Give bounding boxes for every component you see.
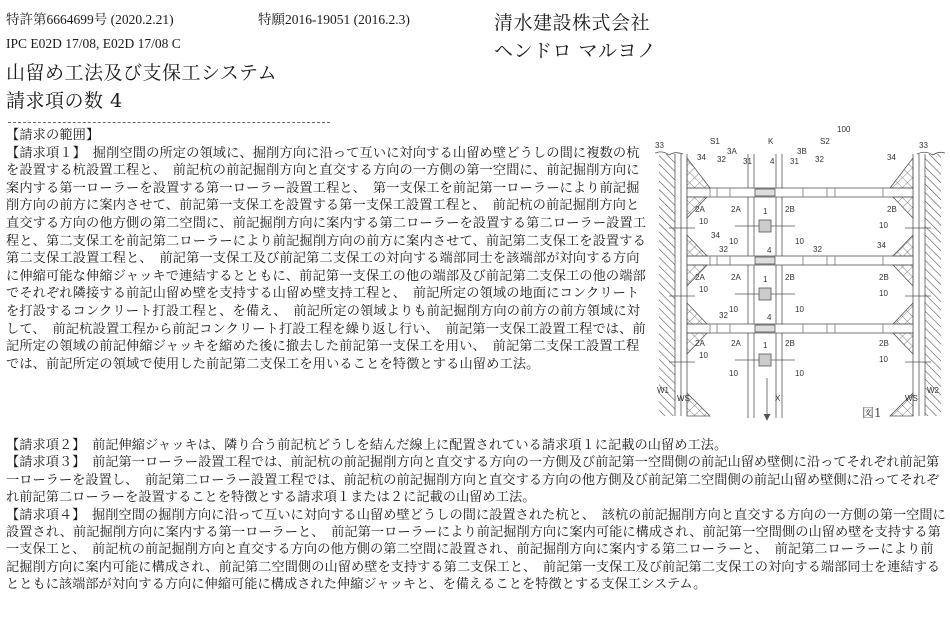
svg-text:10: 10 xyxy=(795,369,804,378)
svg-text:34: 34 xyxy=(711,231,720,240)
claim-2 xyxy=(6,437,946,454)
svg-text:34: 34 xyxy=(697,153,706,162)
svg-text:2A: 2A xyxy=(695,205,705,214)
svg-text:W1: W1 xyxy=(657,386,669,395)
svg-text:31: 31 xyxy=(743,157,752,166)
svg-text:10: 10 xyxy=(879,289,888,298)
svg-text:3B: 3B xyxy=(797,147,807,156)
claim-count: 請求項の数 4 xyxy=(6,90,123,112)
svg-text:4: 4 xyxy=(767,246,772,255)
patent-figure-drawing xyxy=(655,118,945,423)
svg-text:1: 1 xyxy=(763,207,768,216)
svg-text:100: 100 xyxy=(837,125,851,134)
svg-text:34: 34 xyxy=(887,153,896,162)
claim-4 xyxy=(6,507,946,594)
svg-text:2B: 2B xyxy=(879,339,889,348)
claim-4-label: 【請求項４】 xyxy=(6,507,79,523)
svg-text:33: 33 xyxy=(919,141,928,150)
svg-text:10: 10 xyxy=(879,221,888,230)
svg-text:1: 1 xyxy=(763,341,768,350)
svg-text:W2: W2 xyxy=(927,386,939,395)
claim-3-label: 【請求項３】 xyxy=(6,455,79,471)
svg-text:S1: S1 xyxy=(710,137,720,146)
ipc-classification: IPC E02D 17/08, E02D 17/08 C xyxy=(6,36,181,51)
svg-text:10: 10 xyxy=(699,351,708,360)
svg-text:2B: 2B xyxy=(887,205,897,214)
svg-text:WS: WS xyxy=(677,394,690,403)
svg-text:10: 10 xyxy=(795,237,804,246)
claim-2-label: 【請求項２】 xyxy=(6,438,79,453)
svg-text:10: 10 xyxy=(729,305,738,314)
claim-4-text: 掘削空間の掘削方向に沿って互いに対向する山留め壁どうしの間に設置された杭と、 該杭の前記掘削方向と直交する方向の一方側の第一空間に設置され、前記掘削方向に案内する第一ローラーと、 前記第一ローラーにより前記掘削方向に案内可能に構成され、前記第一空間側の山留め壁を支持する第一支保工と、 前記杭の前記掘削方向と直交する方向の他方側の第二空間に設置され、前記掘削方向に案内する第二ローラーと、 前記第二ローラーにより前記掘削方向に案内可能に構成され、前記第二空間側の山留め壁を支持する第二支保工と、 前記第一支保工及び前記第二支保工の対向する端部同士を連結するとともに該端部が対向する方向に伸縮可能に構成された伸縮ジャッキと、を備えることを特徴とする支保工システム。 xyxy=(6,507,946,593)
claim-3 xyxy=(6,454,946,506)
svg-text:2A: 2A xyxy=(695,339,705,348)
inventor-name: ヘンドロ マルヨノ xyxy=(494,40,657,62)
svg-text:3A: 3A xyxy=(727,147,737,156)
svg-text:31: 31 xyxy=(790,157,799,166)
claims-section xyxy=(6,127,649,373)
svg-text:2B: 2B xyxy=(785,339,795,348)
claim-2-text: 前記伸縮ジャッキは、隣り合う前記杭どうしを結んだ線上に配置されている請求項１に記載の山留め工法。 xyxy=(78,438,728,453)
svg-text:2B: 2B xyxy=(879,273,889,282)
svg-text:X: X xyxy=(775,394,781,403)
svg-text:10: 10 xyxy=(729,237,738,246)
svg-text:S2: S2 xyxy=(820,137,830,146)
applicant-name: 清水建設株式会社 xyxy=(494,12,651,34)
svg-text:2B: 2B xyxy=(785,273,795,282)
fig-label-33-left: 33 xyxy=(655,141,664,150)
svg-text:32: 32 xyxy=(815,155,824,164)
svg-text:2A: 2A xyxy=(695,273,705,282)
svg-text:1: 1 xyxy=(763,275,768,284)
svg-text:10: 10 xyxy=(879,355,888,364)
svg-text:32: 32 xyxy=(719,311,728,320)
patent-title: 山留め工法及び支保工システム xyxy=(6,62,278,84)
svg-text:32: 32 xyxy=(719,245,728,254)
svg-text:10: 10 xyxy=(795,305,804,314)
svg-text:4: 4 xyxy=(770,157,775,166)
svg-text:32: 32 xyxy=(717,155,726,164)
claim-3-text: 前記第一ローラー設置工程では、前記杭の前記掘削方向と直交する方向の一方側及び前記第一空間側の前記山留め壁側に沿ってそれぞれ前記第一ローラーを設置し、 前記第二ローラー設置工程では、前記杭の前記掘削方向と直交する方向の他方側及び前記第二空間側の前記山留め壁側に沿ってそれぞれ前記第二ローラーを設置することを特徴とする請求項１または２に記載の山留め工法。 xyxy=(6,455,940,506)
svg-text:2A: 2A xyxy=(731,339,741,348)
svg-text:32: 32 xyxy=(813,245,822,254)
svg-text:2B: 2B xyxy=(785,205,795,214)
svg-text:K: K xyxy=(768,137,774,146)
claim-1-label: 【請求項１】 xyxy=(6,145,80,161)
application-number: 特願2016-19051 (2016.2.3) xyxy=(258,12,410,27)
claims-heading: 【請求の範囲】 xyxy=(6,128,100,143)
claim-1-text: 掘削空間の所定の領域に、掘削方向に沿って互いに対向する山留め壁どうしの間に複数の杭を設置する杭設置工程と、 前記杭の前記掘削方向と直交する方向の一方側の第一空間に、前記掘削方向に案内する第一ローラーを設置する第一ローラー設置工程と、 第一支保工を前記第一ローラーにより前記掘削方向の前方に案内させて、前記第一支保工を設置する第一支保工設置工程と、 前記杭の前記掘削方向と直交する方向の他方側の第二空間に、前記掘削方向に案内する第二ローラーを設置する第二ローラー設置工程と、第二支保工を前記第二ローラーにより前記掘削方向の前方に案内させて、前記第二支保工を設置する第二支保工設置工程と、 前記第一支保工及び前記第二支保工の対向する端部同士を該端部が対向する方向に伸縮可能な伸縮ジャッキで連結するとともに、前記第一支保工の他の端部及び前記第二支保工の他の端部でそれぞれ隣接する前記山留め壁を支持する山留め壁支持工程と、 前記所定の領域の地面にコンクリートを打設するコンクリート打設工程と、を備え、 前記所定の領域よりも前記掘削方向の前方の前方領域に対して、 前記杭設置工程から前記コンクリート打設工程を繰り返し行い、 前記第一支保工設置工程では、前記所定の領域の前記伸縮ジャッキを縮めた後に撤去した前記第一支保工を用い、 前記第二支保工設置工程では、前記所定の領域で使用した前記第二支保工を用いることを特徴とする山留め工法。 xyxy=(6,145,647,372)
svg-text:10: 10 xyxy=(699,217,708,226)
svg-text:34: 34 xyxy=(877,241,886,250)
header-divider xyxy=(8,122,330,123)
svg-text:2A: 2A xyxy=(731,205,741,214)
figure-caption: 図1 xyxy=(862,406,882,420)
svg-text:4: 4 xyxy=(767,313,772,322)
claim-1 xyxy=(6,145,649,374)
patent-number: 特許第6664699号 (2020.2.21) xyxy=(6,12,174,27)
claims-continued xyxy=(6,437,946,594)
svg-text:10: 10 xyxy=(699,285,708,294)
svg-text:WS: WS xyxy=(905,394,918,403)
svg-text:10: 10 xyxy=(729,369,738,378)
svg-text:2A: 2A xyxy=(731,273,741,282)
